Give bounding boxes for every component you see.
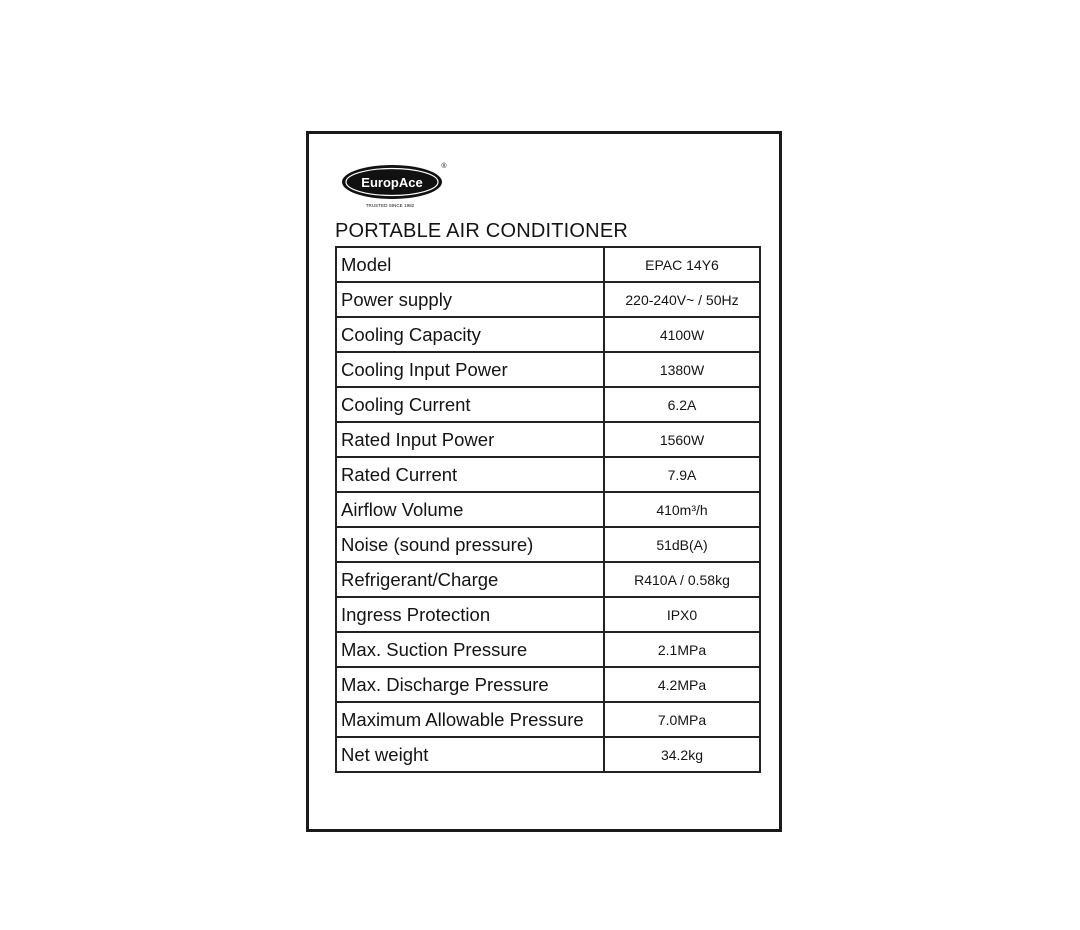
table-row [336, 422, 760, 457]
spec-label: Max. Suction Pressure [336, 632, 604, 667]
table-row [336, 282, 760, 317]
spec-label-card [306, 131, 782, 832]
logo-brand-name: EuropAce [361, 175, 423, 190]
spec-value: 4100W [604, 317, 760, 352]
spec-table [335, 246, 761, 773]
logo-tagline: TRUSTED SINCE 1982 [365, 203, 415, 208]
spec-label: Cooling Capacity [336, 317, 604, 352]
spec-value: 410m³/h [604, 492, 760, 527]
spec-value: 2.1MPa [604, 632, 760, 667]
spec-value: 4.2MPa [604, 667, 760, 702]
table-row [336, 457, 760, 492]
table-row [336, 247, 760, 282]
table-row [336, 562, 760, 597]
table-row [336, 737, 760, 772]
table-row [336, 387, 760, 422]
table-row [336, 667, 760, 702]
spec-label: Cooling Current [336, 387, 604, 422]
table-row [336, 632, 760, 667]
spec-value: IPX0 [604, 597, 760, 632]
spec-value: 7.9A [604, 457, 760, 492]
spec-value: 1380W [604, 352, 760, 387]
brand-logo [340, 162, 448, 212]
logo-registered-mark: ® [441, 163, 447, 170]
spec-label: Power supply [336, 282, 604, 317]
spec-label: Refrigerant/Charge [336, 562, 604, 597]
product-title: PORTABLE AIR CONDITIONER [335, 220, 629, 242]
spec-label: Rated Current [336, 457, 604, 492]
spec-label: Noise (sound pressure) [336, 527, 604, 562]
table-row [336, 597, 760, 632]
spec-table-body [336, 247, 760, 772]
spec-value: 7.0MPa [604, 702, 760, 737]
spec-value: EPAC 14Y6 [604, 247, 760, 282]
spec-value: 220-240V~ / 50Hz [604, 282, 760, 317]
table-row [336, 492, 760, 527]
spec-label: Ingress Protection [336, 597, 604, 632]
spec-value: 1560W [604, 422, 760, 457]
spec-label: Model [336, 247, 604, 282]
spec-label: Net weight [336, 737, 604, 772]
spec-label: Rated Input Power [336, 422, 604, 457]
europace-logo-icon [340, 162, 448, 212]
spec-label: Cooling Input Power [336, 352, 604, 387]
spec-value: 51dB(A) [604, 527, 760, 562]
spec-value: 34.2kg [604, 737, 760, 772]
spec-label: Max. Discharge Pressure [336, 667, 604, 702]
spec-label: Airflow Volume [336, 492, 604, 527]
table-row [336, 527, 760, 562]
table-row [336, 702, 760, 737]
table-row [336, 352, 760, 387]
spec-label: Maximum Allowable Pressure [336, 702, 604, 737]
table-row [336, 317, 760, 352]
spec-value: R410A / 0.58kg [604, 562, 760, 597]
spec-value: 6.2A [604, 387, 760, 422]
